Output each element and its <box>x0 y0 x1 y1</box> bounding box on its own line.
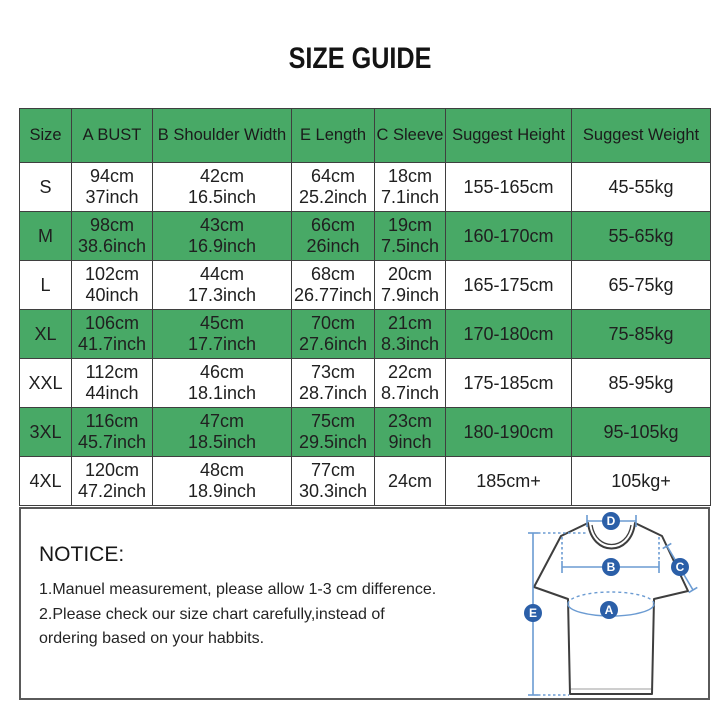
header-sleeve: C Sleeve <box>375 109 446 163</box>
size-label: L <box>20 261 72 310</box>
shoulder-cell: 46cm 18.1inch <box>153 359 292 408</box>
weight-cell: 65-75kg <box>572 261 711 310</box>
measure-d-badge <box>602 512 620 530</box>
notice-line-1: 1.Manuel measurement, please allow 1-3 cm difference. <box>39 581 437 598</box>
size-label: XXL <box>20 359 72 408</box>
table-row-3xl <box>20 408 711 457</box>
table-row-m <box>20 212 711 261</box>
height-cell: 155-165cm <box>446 163 572 212</box>
bust-cell: 106cm 41.7inch <box>72 310 153 359</box>
size-label: XL <box>20 310 72 359</box>
sleeve-cell: 22cm 8.7inch <box>375 359 446 408</box>
notice-block <box>39 543 469 652</box>
measure-a-badge <box>600 601 618 619</box>
tshirt-measurement-diagram <box>504 509 706 698</box>
weight-cell: 45-55kg <box>572 163 711 212</box>
weight-cell: 55-65kg <box>572 212 711 261</box>
shoulder-cell: 42cm 16.5inch <box>153 163 292 212</box>
sleeve-cell: 19cm 7.5inch <box>375 212 446 261</box>
shoulder-cell: 43cm 16.9inch <box>153 212 292 261</box>
notice-line-3: ordering based on your habbits. <box>39 630 265 647</box>
length-cell: 64cm 25.2inch <box>292 163 375 212</box>
svg-text:E: E <box>528 606 538 621</box>
header-length: E Length <box>292 109 375 163</box>
weight-cell: 105kg+ <box>572 457 711 506</box>
sleeve-cell: 20cm 7.9inch <box>375 261 446 310</box>
svg-text:C: C <box>675 560 685 575</box>
table-row-xl <box>20 310 711 359</box>
size-label: 3XL <box>20 408 72 457</box>
length-cell: 70cm 27.6inch <box>292 310 375 359</box>
measure-e-badge <box>524 604 542 622</box>
header-shoulder-width: B Shoulder Width <box>153 109 292 163</box>
table-row-s <box>20 163 711 212</box>
table-row-l <box>20 261 711 310</box>
sleeve-cell: 21cm 8.3inch <box>375 310 446 359</box>
bust-cell: 94cm 37inch <box>72 163 153 212</box>
weight-cell: 85-95kg <box>572 359 711 408</box>
header-bust: A BUST <box>72 109 153 163</box>
header-suggest-height: Suggest Height <box>446 109 572 163</box>
size-label: S <box>20 163 72 212</box>
shoulder-cell: 44cm 17.3inch <box>153 261 292 310</box>
size-label: M <box>20 212 72 261</box>
notice-and-diagram-panel <box>19 507 710 700</box>
height-cell: 185cm+ <box>446 457 572 506</box>
bust-cell: 112cm 44inch <box>72 359 153 408</box>
table-row-4xl <box>20 457 711 506</box>
weight-cell: 95-105kg <box>572 408 711 457</box>
height-cell: 175-185cm <box>446 359 572 408</box>
notice-line-2: 2.Please check our size chart carefully,instead of <box>39 605 385 623</box>
header-size: Size <box>20 109 72 163</box>
shoulder-cell: 47cm 18.5inch <box>153 408 292 457</box>
svg-text:B: B <box>606 560 616 575</box>
height-cell: 165-175cm <box>446 261 572 310</box>
table-header-row <box>20 109 711 163</box>
measure-b-badge <box>602 558 620 576</box>
length-cell: 75cm 29.5inch <box>292 408 375 457</box>
bust-cell: 98cm 38.6inch <box>72 212 153 261</box>
length-cell: 77cm 30.3inch <box>292 457 375 506</box>
height-cell: 160-170cm <box>446 212 572 261</box>
shoulder-cell: 45cm 17.7inch <box>153 310 292 359</box>
height-cell: 180-190cm <box>446 408 572 457</box>
length-cell: 73cm 28.7inch <box>292 359 375 408</box>
header-suggest-weight: Suggest Weight <box>572 109 711 163</box>
page-title: SIZE GUIDE <box>288 42 432 75</box>
svg-text:D: D <box>606 514 616 529</box>
sleeve-cell: 24cm <box>375 457 446 506</box>
shoulder-cell: 48cm 18.9inch <box>153 457 292 506</box>
table-row-xxl <box>20 359 711 408</box>
size-guide-table <box>19 108 711 506</box>
bust-cell: 116cm 45.7inch <box>72 408 153 457</box>
length-cell: 68cm 26.77inch <box>292 261 375 310</box>
length-cell: 66cm 26inch <box>292 212 375 261</box>
weight-cell: 75-85kg <box>572 310 711 359</box>
svg-text:A: A <box>604 603 614 618</box>
notice-heading: NOTICE: <box>39 543 125 566</box>
bust-cell: 120cm 47.2inch <box>72 457 153 506</box>
sleeve-cell: 23cm 9inch <box>375 408 446 457</box>
size-label: 4XL <box>20 457 72 506</box>
sleeve-cell: 18cm 7.1inch <box>375 163 446 212</box>
height-cell: 170-180cm <box>446 310 572 359</box>
measure-c-badge <box>671 558 689 576</box>
bust-cell: 102cm 40inch <box>72 261 153 310</box>
